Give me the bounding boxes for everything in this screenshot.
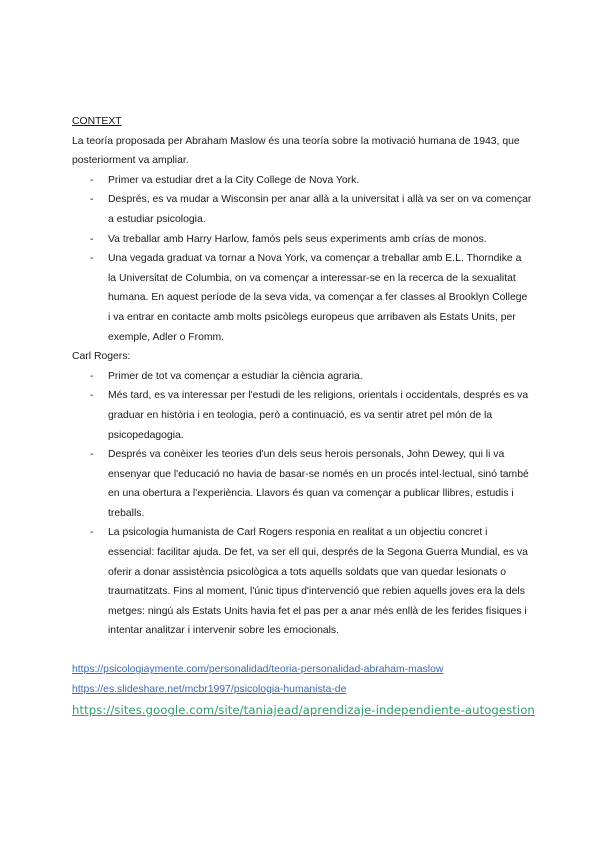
section-heading: CONTEXT	[72, 116, 122, 127]
list-item: - Primer de tot va començar a estudiar la ciència agraria.	[72, 367, 532, 387]
rogers-label: Carl Rogers:	[72, 351, 131, 363]
reference-links	[72, 660, 542, 721]
list-item: - Va treballar amb Harry Harlow, famós pels seus experiments amb crías de monos.	[72, 230, 532, 250]
rogers-list	[72, 367, 532, 641]
list-item: - Després, es va mudar a Wisconsin per anar allà a la universitat i allà va ser on va començar a estudiar psicologia.	[72, 190, 532, 229]
intro-paragraph: La teoría proposada per Abraham Maslow és una teoría sobre la motivació humana de 1943, que posteriorment va ampliar.	[72, 135, 520, 167]
list-item: - Una vegada graduat va tornar a Nova York, va començar a treballar amb E.L. Thorndike a la Universitat de Columbia, on va començar a interessar-se en la recerca de la sexualitat humana. En aquest període de la seva vida, va començar a fer classes al Brooklyn College i va entrar en contacte amb molts psicòlegs europeus que arribaven als Estats Units, per exemple, Adler o Fromm.	[72, 249, 532, 347]
list-item: - Més tard, es va interessar per l'estudi de les religions, orientals i occidentals, després es va graduar en història i en teologia, però a continuació, es va sentir atret pel món de la psicopedagogia.	[72, 386, 532, 445]
list-item: - La psicologia humanista de Carl Rogers responia en realitat a un objectiu concret i essencial: facilitar ajuda. De fet, va ser ell qui, després de la Segona Guerra Mundial, es va oferir a donar assistència psicològica a tots aquells soldats que van quedar lesionats o traumatitzats. Fins al moment, l'únic tipus d'intervenció que rebien aquells joves era la dels metges: ningú als Estats Units havia fet el pas per a anar més enllà de les ferides físiques i intentar analitzar i intervenir sobre les emocionals.	[72, 523, 532, 641]
list-item: - Primer va estudiar dret a la City College de Nova York.	[72, 171, 532, 191]
link-google-sites[interactable]: https://sites.google.com/site/taniajead/aprendizaje-independiente-autogestion	[72, 703, 535, 718]
document-body	[72, 112, 532, 641]
list-item: - Després va conèixer les teories d'un dels seus herois personals, John Dewey, qui li va ensenyar que l'educació no havia de basar-se només en un procés intel·lectual, sinó també en una obertura a l'experiència. Llavors és quan va començar a publicar llibres, estudis i treballs.	[72, 445, 532, 523]
link-psicologiaymente[interactable]: https://psicologiaymente.com/personalidad/teoria-personalidad-abraham-maslow	[72, 664, 444, 675]
maslow-list	[72, 171, 532, 347]
link-slideshare[interactable]: https://es.slideshare.net/mcbr1997/psicologia-humanista-de	[72, 683, 347, 695]
